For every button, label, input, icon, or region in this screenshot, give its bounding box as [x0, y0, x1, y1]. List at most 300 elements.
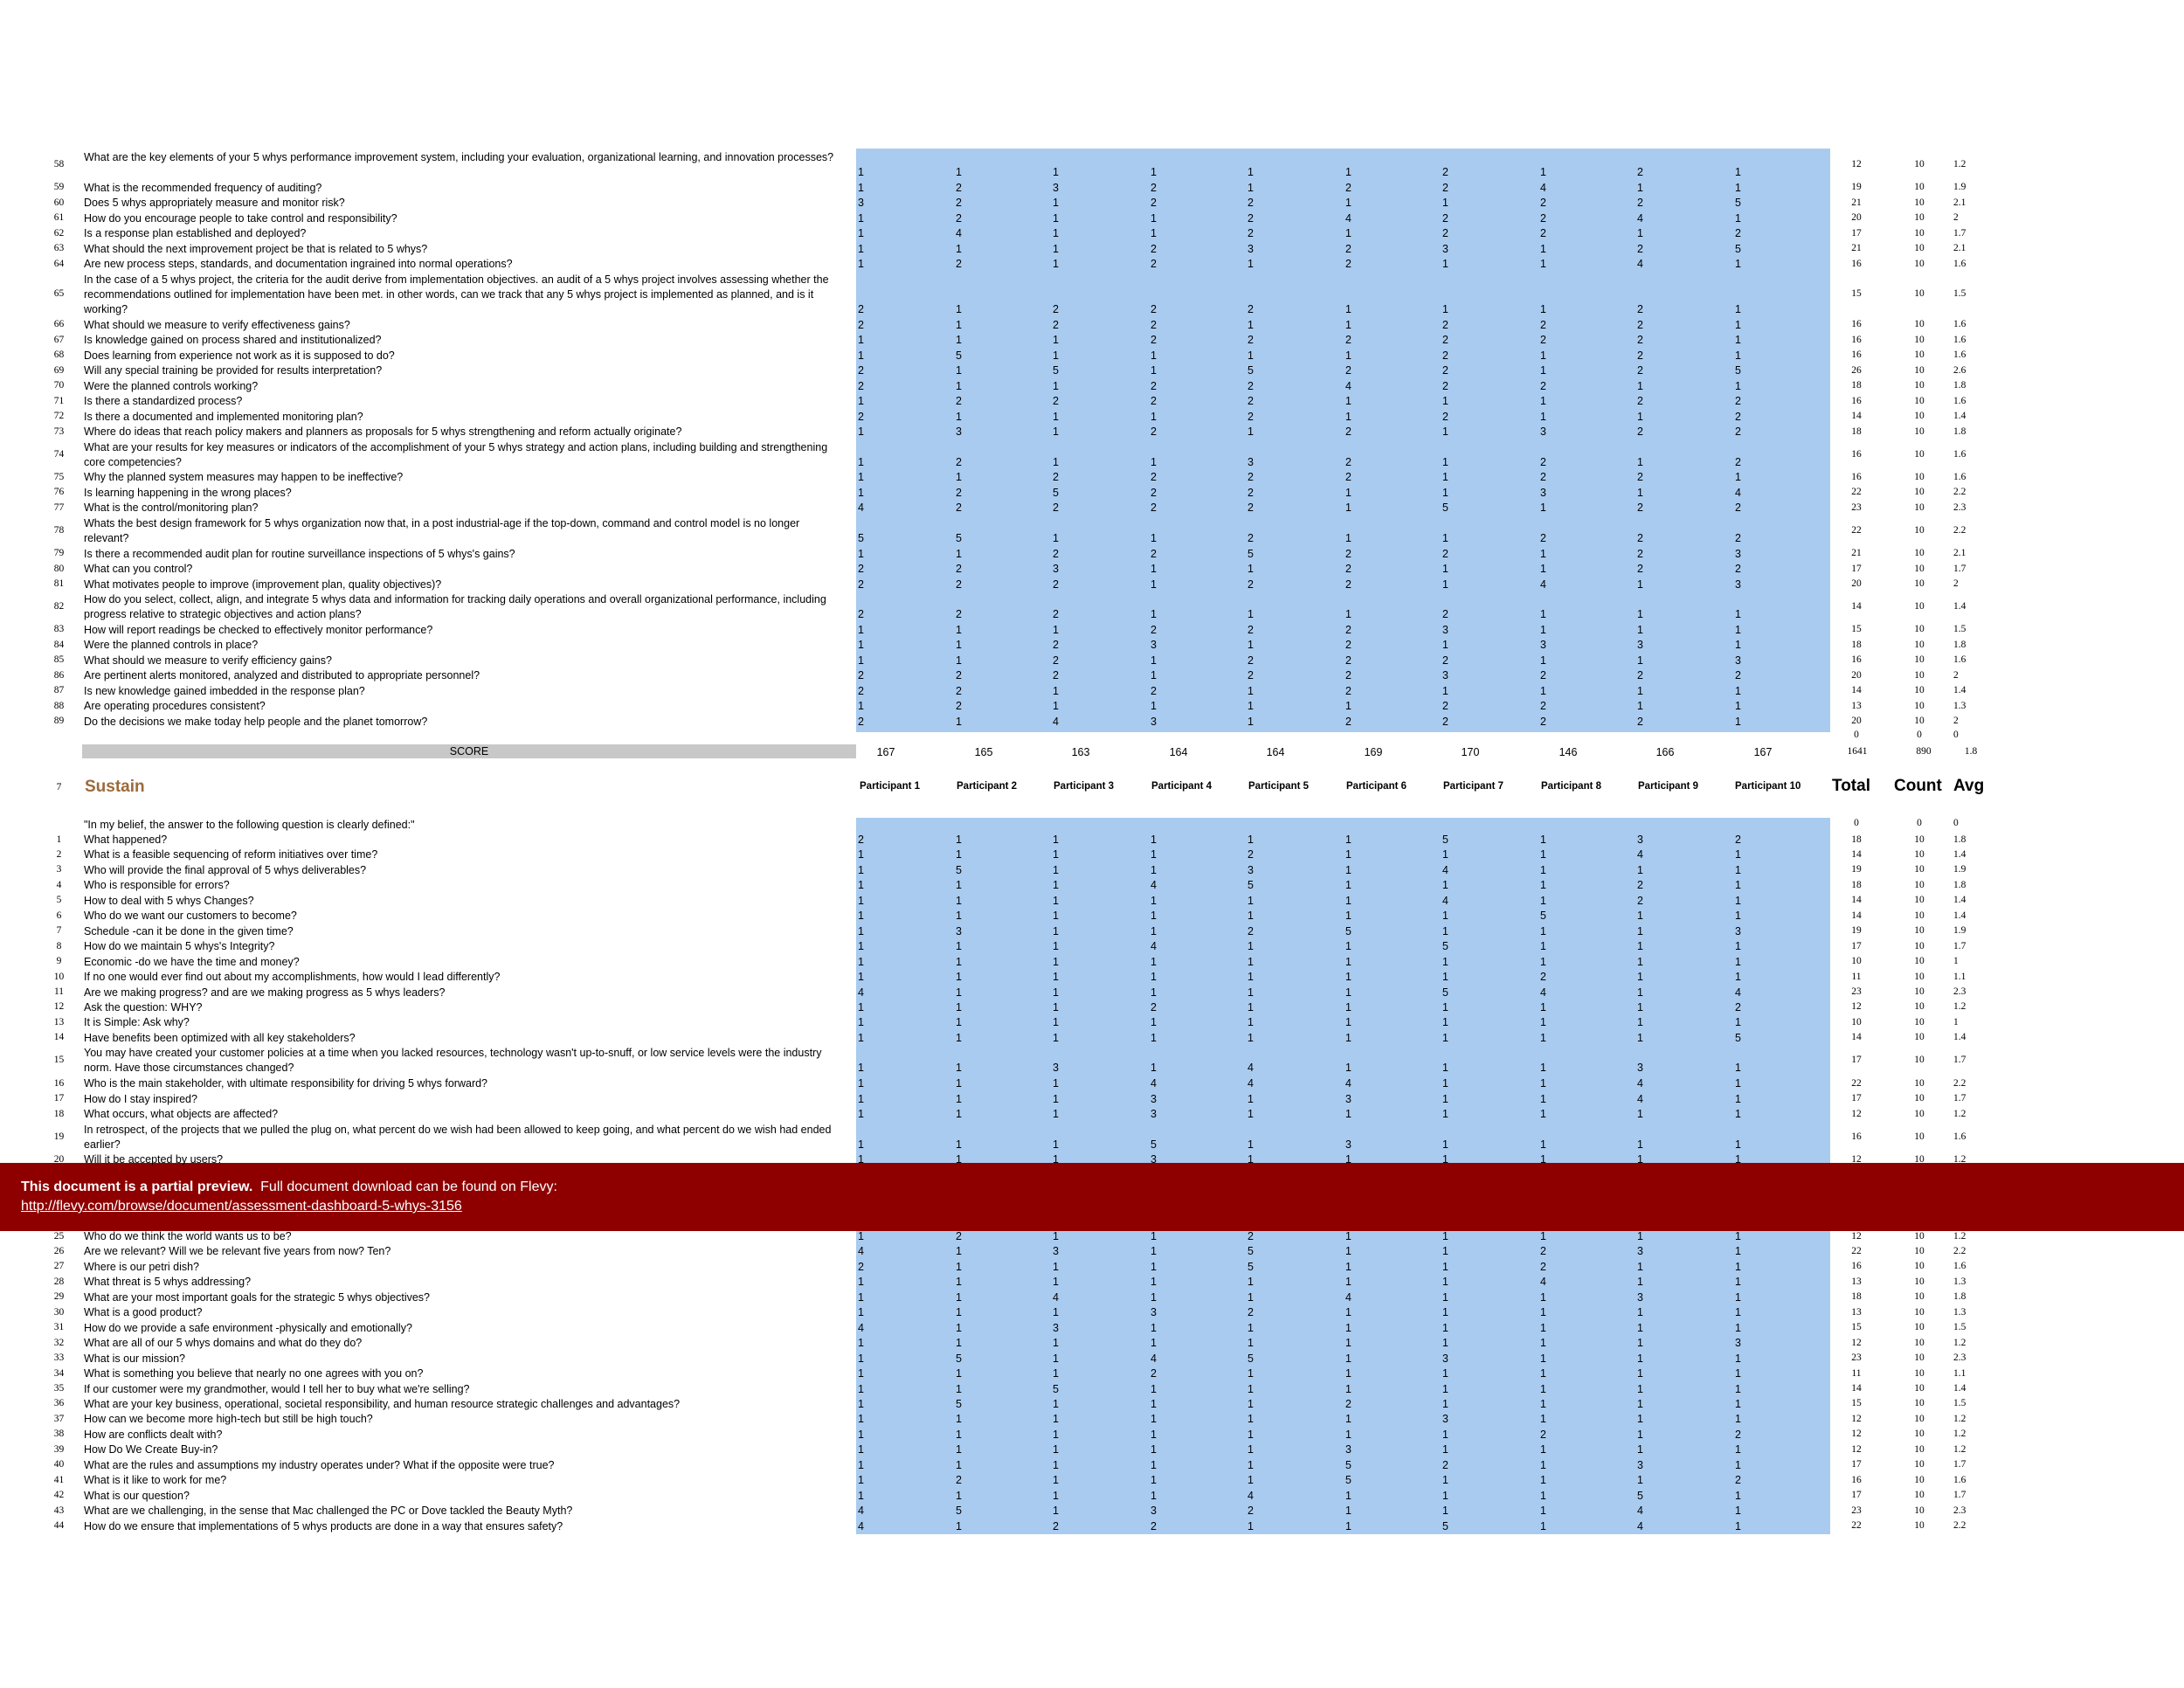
- participant-score: 1: [1345, 1321, 1351, 1334]
- table-row: [0, 1504, 2184, 1519]
- total-cell: 12: [1851, 1108, 1862, 1119]
- question-text: It is Simple: Ask why?: [84, 1016, 190, 1029]
- participant-score: 5: [1248, 364, 1254, 377]
- participant-score: 1: [1637, 1153, 1643, 1166]
- participant-score: 2: [1442, 318, 1448, 331]
- row-number: 4: [56, 879, 62, 890]
- participant-score: 1: [1735, 1397, 1741, 1410]
- participant-score: 1: [1442, 1397, 1448, 1410]
- total-cell: 16: [1851, 395, 1862, 406]
- participant-score: 1: [858, 395, 864, 408]
- participant-score: 3: [1248, 242, 1254, 255]
- table-row: [0, 909, 2184, 924]
- participant-score: 1: [1540, 410, 1546, 423]
- question-text: What is our mission?: [84, 1352, 186, 1365]
- avg-cell: 2.1: [1953, 548, 1966, 559]
- participant-score: 1: [956, 1337, 962, 1350]
- participant-score: 1: [1540, 1062, 1546, 1075]
- total-cell: 12: [1851, 1413, 1862, 1424]
- score-avg: 1.8: [1964, 746, 1978, 757]
- participant-score: 2: [1053, 395, 1059, 408]
- participant-score: 1: [1442, 1382, 1448, 1395]
- table-row: [0, 623, 2184, 638]
- participant-score: 1: [1345, 700, 1351, 713]
- participant-score: 1: [1735, 1382, 1741, 1395]
- participant-score: 1: [956, 318, 962, 331]
- participant-score: 2: [1735, 834, 1741, 846]
- participant-score: 4: [1151, 1352, 1157, 1365]
- participant-score: 1: [956, 971, 962, 984]
- row-number: 3: [56, 864, 62, 875]
- table-row: [0, 1382, 2184, 1397]
- participant-score: 2: [1345, 639, 1351, 652]
- participant-score: 1: [858, 1397, 864, 1410]
- participant-score: 2: [1248, 654, 1254, 667]
- participant-score: 1: [1248, 1138, 1254, 1151]
- participant-score: 1: [1442, 455, 1448, 468]
- participant-score: 4: [1540, 986, 1546, 999]
- participant-score: 2: [858, 684, 864, 697]
- participant-score: 1: [858, 639, 864, 652]
- participant-score: 1: [1248, 1413, 1254, 1426]
- total-cell: 16: [1851, 349, 1862, 361]
- participant-score: 1: [956, 955, 962, 968]
- participant-score: 2: [1345, 547, 1351, 560]
- participant-score: 3: [956, 425, 962, 439]
- participant-score: 1: [1345, 227, 1351, 240]
- participant-score: 1: [956, 834, 962, 846]
- avg-cell: 2: [1953, 669, 1959, 681]
- participant-score: 1: [1345, 1276, 1351, 1289]
- participant-score: 2: [1540, 471, 1546, 484]
- participant-score: 1: [1442, 1367, 1448, 1380]
- participant-score: 1: [956, 1077, 962, 1090]
- participant-score: 1: [956, 364, 962, 377]
- participant-score: 1: [1637, 955, 1643, 968]
- participant-score: 1: [1345, 1367, 1351, 1380]
- participant-score: 1: [1053, 1428, 1059, 1441]
- participant-score: 1: [858, 166, 864, 178]
- participant-score: 1: [1053, 1489, 1059, 1502]
- participant-score: 2: [1345, 242, 1351, 255]
- participant-score: 2: [1442, 608, 1448, 621]
- participant-score: 1: [858, 211, 864, 225]
- participant-score: 1: [956, 547, 962, 560]
- row-number: 86: [53, 669, 65, 681]
- row-number: 25: [53, 1230, 65, 1242]
- participant-score: 3: [1053, 1245, 1059, 1258]
- participant-score: 1: [956, 379, 962, 392]
- participant-score: 1: [1735, 1092, 1741, 1105]
- participant-score: 3: [1053, 1062, 1059, 1075]
- question-text: Schedule -can it be done in the given time?: [84, 924, 294, 937]
- participant-score: 1: [1540, 1290, 1546, 1304]
- row-number: 58: [53, 159, 65, 169]
- count-cell: 10: [1914, 1306, 1925, 1318]
- participant-score: 1: [1345, 395, 1351, 408]
- question-text: Economic -do we have the time and money?: [84, 955, 300, 968]
- participant-score: 1: [1053, 1276, 1059, 1289]
- participant-score: 1: [956, 1260, 962, 1273]
- table-row: [0, 1366, 2184, 1381]
- participant-score: 2: [1248, 1306, 1254, 1319]
- question-text: What motivates people to improve (improvement plan, quality objectives)?: [84, 578, 442, 591]
- participant-score: 1: [1637, 1031, 1643, 1044]
- participant-score: 4: [1053, 1290, 1059, 1304]
- participant-score: 1: [1151, 1016, 1157, 1029]
- participant-score: 1: [858, 425, 864, 439]
- participant-score: 1: [1442, 1031, 1448, 1044]
- participant-score: 4: [956, 227, 962, 240]
- participant-score: 2: [1248, 302, 1254, 315]
- participant-score: 2: [1735, 563, 1741, 576]
- participant-score: 1: [1442, 639, 1448, 652]
- total-cell: 14: [1851, 910, 1862, 921]
- participant-score: 1: [858, 1428, 864, 1441]
- total-cell: 17: [1851, 227, 1862, 239]
- participant-score: 1: [1637, 863, 1643, 876]
- participant-score: 1: [1053, 379, 1059, 392]
- participant-score: 2: [956, 578, 962, 591]
- participant-score: 1: [1053, 955, 1059, 968]
- participant-score: 1: [858, 848, 864, 861]
- participant-score: 2: [1540, 197, 1546, 210]
- participant-score: 1: [858, 1138, 864, 1151]
- participant-score: 2: [858, 715, 864, 728]
- participant-score: 5: [1442, 1519, 1448, 1532]
- participant-score: 2: [1442, 1458, 1448, 1471]
- participant-score: 2: [956, 684, 962, 697]
- participant-score: 1: [956, 654, 962, 667]
- participant-score: 1: [858, 1290, 864, 1304]
- participant-score: 1: [1345, 1245, 1351, 1258]
- participant-score: 1: [956, 302, 962, 315]
- total-cell: 11: [1851, 971, 1862, 982]
- participant-score: 1: [1248, 1382, 1254, 1395]
- participant-score: 1: [1345, 848, 1351, 861]
- participant-score: 4: [1151, 940, 1157, 953]
- participant-score: 2: [1151, 1000, 1157, 1013]
- table-row: [0, 1305, 2184, 1320]
- participant-score: 1: [1053, 879, 1059, 892]
- participant-score: 2: [1248, 531, 1254, 544]
- count-cell: 10: [1914, 1016, 1925, 1027]
- total-cell: 16: [1851, 319, 1862, 330]
- participant-score: 1: [1735, 1230, 1741, 1242]
- participant-score: 1: [1540, 1092, 1546, 1105]
- count-cell: 10: [1914, 1055, 1925, 1066]
- participant-score: 2: [858, 302, 864, 315]
- participant-score: 4: [1637, 1077, 1643, 1090]
- count-cell: 10: [1914, 380, 1925, 391]
- question-text: Is knowledge gained on process shared and institutionalized?: [84, 334, 382, 347]
- row-number: 33: [53, 1352, 65, 1364]
- participant-score: 1: [858, 940, 864, 953]
- participant-score: 2: [1735, 669, 1741, 682]
- participant-score: 1: [1053, 834, 1059, 846]
- participant-score: 1: [1442, 1321, 1448, 1334]
- participant-score: 1: [1151, 455, 1157, 468]
- participant-score: 4: [1637, 1505, 1643, 1518]
- participant-score: 2: [1637, 166, 1643, 178]
- participant-score: 1: [1540, 684, 1546, 697]
- row-number: 1: [56, 834, 62, 845]
- avg-cell: 1.2: [1953, 1443, 1966, 1455]
- participant-score: 1: [1735, 608, 1741, 621]
- participant-score: 1: [1442, 197, 1448, 210]
- participant-score: 1: [858, 1474, 864, 1487]
- row-number: 61: [53, 212, 65, 224]
- participant-score: 2: [1540, 669, 1546, 682]
- row-number: 39: [53, 1443, 65, 1455]
- count-cell: 10: [1914, 578, 1925, 590]
- participant-score: 1: [1345, 1062, 1351, 1075]
- avg-cell: 1.4: [1953, 411, 1966, 422]
- table-row: [0, 847, 2184, 862]
- table-row: [0, 562, 2184, 577]
- question-text: What should the next improvement project be that is related to 5 whys?: [84, 242, 428, 255]
- participant-score: 3: [1151, 1505, 1157, 1518]
- table-row: [0, 715, 2184, 730]
- participant-score: 1: [1151, 1321, 1157, 1334]
- participant-score: 1: [1248, 1092, 1254, 1105]
- banner-message: [21, 1180, 557, 1195]
- question-text: How to deal with 5 whys Changes?: [84, 894, 254, 907]
- participant-score: 1: [1151, 700, 1157, 713]
- row-number: 83: [53, 624, 65, 635]
- total-cell: 18: [1851, 834, 1862, 845]
- participant-score: 1: [1540, 166, 1546, 178]
- participant-score: 1: [1053, 1352, 1059, 1365]
- question-text: How Do We Create Buy-in?: [84, 1443, 218, 1456]
- participant-score: 1: [1345, 486, 1351, 499]
- participant-score: 1: [1248, 258, 1254, 271]
- participant-score: 1: [1053, 863, 1059, 876]
- total-cell: 16: [1851, 1131, 1862, 1142]
- participant-score: 2: [1540, 318, 1546, 331]
- section-number: 7: [56, 782, 62, 792]
- table-row: [0, 1092, 2184, 1107]
- participant-score: 1: [1637, 1108, 1643, 1121]
- total-cell: 11: [1851, 1367, 1862, 1379]
- score-value: 167: [1753, 746, 1773, 758]
- participant-score: 1: [1637, 455, 1643, 468]
- participant-score: 1: [1248, 1367, 1254, 1380]
- participant-score: 1: [956, 1443, 962, 1456]
- table-row: [0, 501, 2184, 515]
- participant-score: 2: [1248, 1505, 1254, 1518]
- participant-score: 1: [1735, 700, 1741, 713]
- avg-cell: 1.8: [1953, 639, 1966, 650]
- participant-score: 1: [1637, 578, 1643, 591]
- participant-score: 1: [1442, 1230, 1448, 1242]
- participant-score: 1: [1151, 578, 1157, 591]
- participant-score: 2: [1442, 379, 1448, 392]
- participant-score: 4: [1345, 379, 1351, 392]
- participant-score: 1: [956, 166, 962, 178]
- participant-score: 1: [1735, 1321, 1741, 1334]
- participant-score: 2: [956, 455, 962, 468]
- avg-cell: 1.7: [1953, 227, 1966, 239]
- participant-score: 1: [1248, 1276, 1254, 1289]
- participant-score: 5: [1248, 547, 1254, 560]
- participant-score: 1: [1053, 1108, 1059, 1121]
- participant-score: 2: [1151, 395, 1157, 408]
- flevy-download-link[interactable]: http://flevy.com/browse/document/assessment-dashboard-5-whys-3156: [21, 1199, 462, 1214]
- table-row: [0, 1489, 2184, 1504]
- question-text: What is something you believe that nearly no one agrees with you on?: [84, 1367, 424, 1380]
- count-cell: 10: [1914, 910, 1925, 921]
- participant-score: 1: [1442, 1337, 1448, 1350]
- participant-score: 2: [1345, 654, 1351, 667]
- count-cell: 10: [1914, 1337, 1925, 1348]
- avg-cell: 1.2: [1953, 1429, 1966, 1440]
- participant-score: 2: [1540, 334, 1546, 347]
- participant-score: 1: [1540, 1230, 1546, 1242]
- participant-score: 2: [1053, 1519, 1059, 1532]
- participant-score: 1: [956, 848, 962, 861]
- question-text: How are conflicts dealt with?: [84, 1428, 223, 1441]
- participant-score: 3: [1053, 1321, 1059, 1334]
- participant-score: 1: [1637, 1000, 1643, 1013]
- total-cell: 22: [1851, 1077, 1862, 1089]
- header-participant-6: Participant 6: [1346, 781, 1407, 792]
- participant-score: 2: [956, 700, 962, 713]
- participant-score: 1: [1248, 1474, 1254, 1487]
- participant-score: 2: [1345, 334, 1351, 347]
- total-cell: 16: [1851, 1474, 1862, 1485]
- avg-cell: 1.1: [1953, 1367, 1966, 1379]
- table-row: [0, 1107, 2184, 1122]
- participant-score: 1: [1735, 1306, 1741, 1319]
- table-row: [0, 211, 2184, 226]
- participant-score: 1: [956, 1413, 962, 1426]
- avg-cell: 1.5: [1953, 1322, 1966, 1333]
- row-number: 37: [53, 1413, 65, 1424]
- question-text: What is it like to work for me?: [84, 1474, 227, 1487]
- total-cell: 12: [1851, 1230, 1862, 1242]
- question-text: Who do we think the world wants us to be?: [84, 1230, 292, 1242]
- question-text: Where do ideas that reach policy makers and planners as proposals for 5 whys strengthening and reform actually originate?: [84, 425, 682, 439]
- avg-cell: 2.2: [1953, 1245, 1966, 1256]
- row-number: 18: [53, 1108, 65, 1119]
- participant-score: 1: [1151, 1290, 1157, 1304]
- participant-score: 1: [1735, 1519, 1741, 1532]
- count-cell: 10: [1914, 1505, 1925, 1516]
- participant-score: 2: [1151, 302, 1157, 315]
- participant-score: 1: [1442, 486, 1448, 499]
- avg-cell: 1.5: [1953, 288, 1966, 300]
- row-number: 85: [53, 654, 65, 666]
- participant-score: 1: [1540, 395, 1546, 408]
- table-row: [0, 986, 2184, 1000]
- participant-score: 1: [956, 1382, 962, 1395]
- participant-score: 1: [1442, 684, 1448, 697]
- participant-score: 1: [1248, 1397, 1254, 1410]
- participant-score: 2: [1637, 242, 1643, 255]
- participant-score: 1: [1248, 715, 1254, 728]
- participant-score: 2: [1151, 684, 1157, 697]
- participant-score: 1: [1735, 1458, 1741, 1471]
- participant-score: 2: [1345, 715, 1351, 728]
- avg-cell: 1.9: [1953, 182, 1966, 193]
- participant-score: 1: [1540, 863, 1546, 876]
- avg-cell: 1.7: [1953, 940, 1966, 951]
- count-cell: 10: [1914, 212, 1925, 224]
- avg-cell: 2.1: [1953, 197, 1966, 208]
- row-number: 16: [53, 1077, 65, 1089]
- participant-score: 2: [1053, 639, 1059, 652]
- table-row: [0, 1428, 2184, 1442]
- participant-score: 1: [1053, 1153, 1059, 1166]
- avg-cell: 1.8: [1953, 1291, 1966, 1303]
- participant-score: 1: [956, 1290, 962, 1304]
- row-number: 12: [53, 1001, 65, 1013]
- participant-score: 1: [1442, 1245, 1448, 1258]
- row-number: 10: [53, 971, 65, 982]
- total-cell: 15: [1851, 1398, 1862, 1409]
- participant-score: 1: [956, 1306, 962, 1319]
- participant-score: 2: [1442, 654, 1448, 667]
- participant-score: 1: [1442, 258, 1448, 271]
- participant-score: 4: [1345, 211, 1351, 225]
- participant-score: 1: [1053, 197, 1059, 210]
- avg-cell: 1.3: [1953, 700, 1966, 711]
- total-cell: 22: [1851, 1245, 1862, 1256]
- table-row: [0, 1519, 2184, 1534]
- participant-score: 1: [1151, 654, 1157, 667]
- table-row: [0, 547, 2184, 562]
- row-number: 79: [53, 548, 65, 559]
- participant-score: 1: [1540, 1153, 1546, 1166]
- table-row: [0, 955, 2184, 970]
- participant-score: 2: [1053, 302, 1059, 315]
- participant-score: 1: [1735, 181, 1741, 194]
- table-row: [0, 273, 2184, 317]
- count-cell: 10: [1914, 471, 1925, 482]
- participant-score: 2: [1442, 547, 1448, 560]
- participant-score: 2: [1053, 471, 1059, 484]
- participant-score: 1: [1151, 986, 1157, 999]
- participant-score: 1: [1345, 971, 1351, 984]
- participant-score: 1: [1442, 1108, 1448, 1121]
- question-text: In the case of a 5 whys project, the criteria for the audit derive from implementation objectives. an audit of a 5 whys project involves assessing whether the recommendations outlined for implementation have been met. in other words, can we track that any 5 whys project is implemented as planned, and is it working?: [84, 273, 829, 315]
- participant-score: 1: [858, 971, 864, 984]
- table-row: [0, 196, 2184, 211]
- participant-score: 1: [858, 242, 864, 255]
- participant-score: 2: [1540, 1260, 1546, 1273]
- count-cell: 10: [1914, 1077, 1925, 1089]
- participant-score: 2: [1345, 623, 1351, 636]
- header-participant-10: Participant 10: [1735, 781, 1801, 792]
- participant-score: 1: [1442, 848, 1448, 861]
- participant-score: 1: [956, 623, 962, 636]
- participant-score: 2: [1540, 531, 1546, 544]
- participant-score: 1: [1735, 1276, 1741, 1289]
- participant-score: 2: [1151, 623, 1157, 636]
- question-text: You may have created your customer policies at a time when you lacked resources, technology wasn't up-to-snuff, or low service levels were the industry norm. Have those circumstances changed?: [84, 1047, 822, 1075]
- participant-score: 2: [1540, 227, 1546, 240]
- total-cell: 22: [1851, 487, 1862, 498]
- question-text: Is learning happening in the wrong places?: [84, 486, 292, 499]
- participant-score: 5: [1735, 242, 1741, 255]
- avg-cell: 2.6: [1953, 364, 1966, 376]
- participant-score: 2: [858, 410, 864, 423]
- participant-score: 1: [1151, 924, 1157, 937]
- participant-score: 1: [1540, 563, 1546, 576]
- participant-score: 1: [1442, 1092, 1448, 1105]
- row-number: 74: [53, 448, 65, 460]
